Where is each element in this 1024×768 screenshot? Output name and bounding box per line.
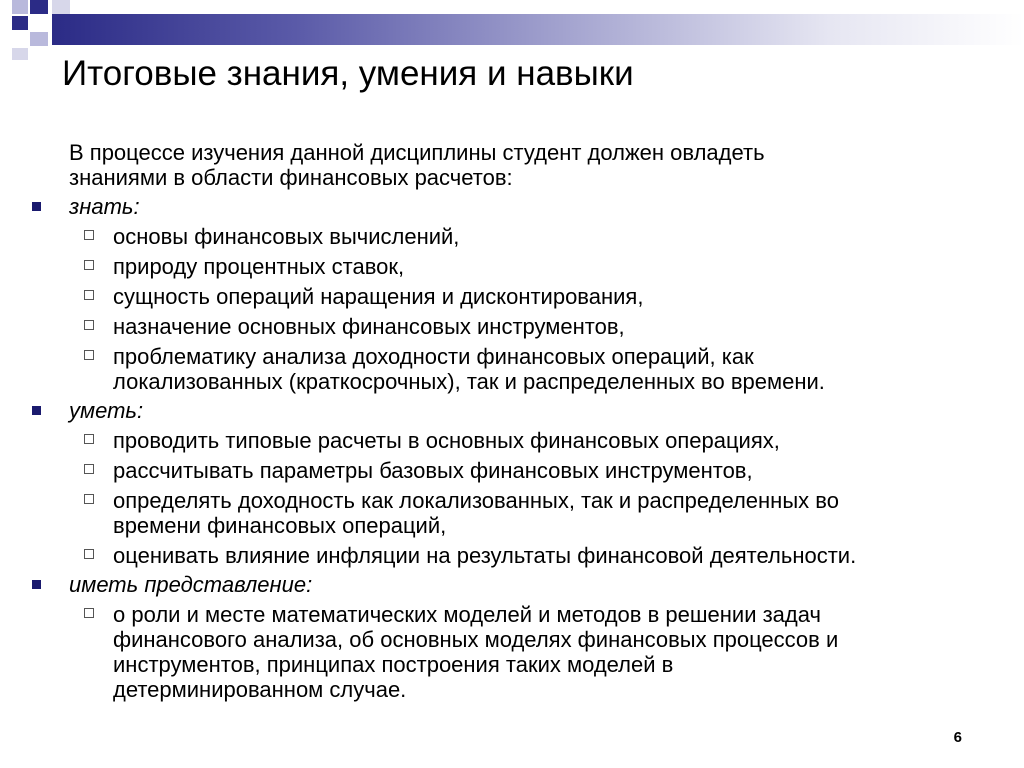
header-gradient-bar — [52, 14, 1024, 45]
intro-line: знаниями в области финансовых расчетов: — [69, 165, 513, 190]
list-item: основы финансовых вычислений, — [24, 224, 1004, 249]
hollow-square-bullet-icon — [84, 230, 94, 240]
section-label: уметь: — [69, 398, 144, 423]
hollow-square-bullet-icon — [84, 434, 94, 444]
section-label: иметь представление: — [69, 572, 313, 597]
hollow-square-bullet-icon — [84, 608, 94, 618]
hollow-square-bullet-icon — [84, 549, 94, 559]
intro-paragraph — [24, 140, 1004, 190]
section-know — [24, 194, 1004, 219]
page-number: 6 — [953, 729, 962, 746]
list-item: назначение основных финансовых инструментов, — [24, 314, 1004, 339]
hollow-square-bullet-icon — [84, 290, 94, 300]
section-label: знать: — [69, 194, 140, 219]
list-item: проводить типовые расчеты в основных финансовых операциях, — [24, 428, 1004, 453]
hollow-square-bullet-icon — [84, 350, 94, 360]
list-item: природу процентных ставок, — [24, 254, 1004, 279]
square-bullet-icon — [32, 202, 41, 211]
slide-content — [24, 140, 1004, 706]
list-item: оценивать влияние инфляции на результаты финансовой деятельности. — [24, 543, 1004, 568]
list-item: рассчитывать параметры базовых финансовых инструментов, — [24, 458, 1004, 483]
hollow-square-bullet-icon — [84, 260, 94, 270]
section-understand — [24, 572, 1004, 597]
list-item: проблематику анализа доходности финансовых операций, как локализованных (краткосрочных), так и распределенных во времени. — [24, 344, 1004, 394]
square-bullet-icon — [32, 580, 41, 589]
list-item: о роли и месте математических моделей и методов в решении задач финансового анализа, об основных моделях финансовых процессов и инструментов, принципах построения таких моделей в детерминированном случае. — [24, 602, 1004, 702]
slide-title: Итоговые знания, умения и навыки — [62, 54, 634, 93]
intro-line: В процессе изучения данной дисциплины студент должен овладеть — [69, 140, 765, 165]
understand-list — [24, 602, 1004, 702]
hollow-square-bullet-icon — [84, 320, 94, 330]
square-bullet-icon — [32, 406, 41, 415]
section-can — [24, 398, 1004, 423]
know-list — [24, 224, 1004, 394]
list-item: определять доходность как локализованных, так и распределенных во времени финансовых операций, — [24, 488, 1004, 538]
hollow-square-bullet-icon — [84, 494, 94, 504]
list-item: сущность операций наращения и дисконтирования, — [24, 284, 1004, 309]
hollow-square-bullet-icon — [84, 464, 94, 474]
can-list — [24, 428, 1004, 568]
